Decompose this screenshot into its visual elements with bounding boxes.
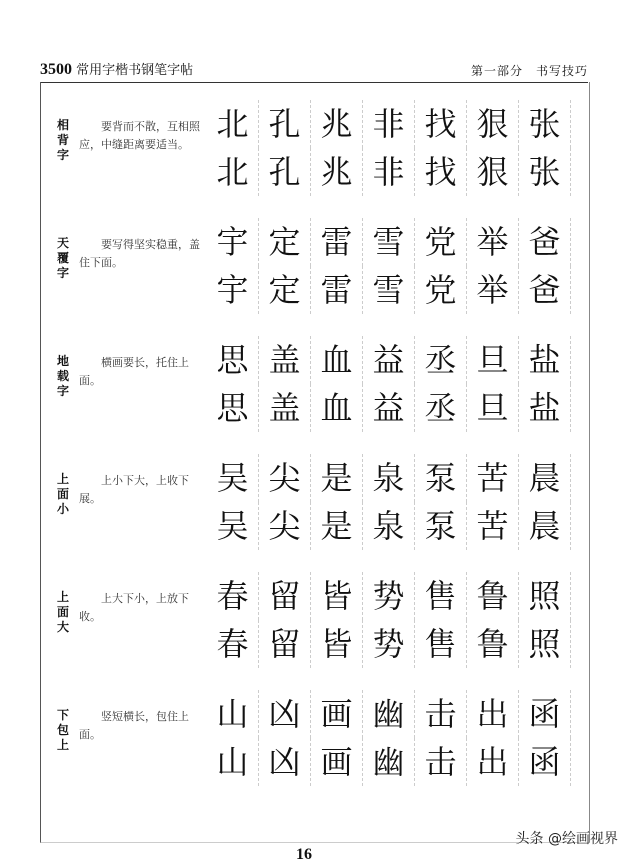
practice-character: 照	[519, 620, 571, 668]
practice-character: 是	[311, 502, 363, 550]
practice-character: 旦	[467, 384, 519, 432]
practice-character: 皆	[311, 572, 363, 620]
practice-character: 雪	[363, 266, 415, 314]
practice-character: 幽	[363, 690, 415, 738]
book-number: 3500	[40, 61, 72, 78]
practice-character: 击	[415, 690, 467, 738]
practice-character: 吴	[207, 454, 259, 502]
practice-character: 势	[363, 620, 415, 668]
practice-character: 盐	[519, 384, 571, 432]
practice-character: 函	[519, 738, 571, 786]
practice-character: 皆	[311, 620, 363, 668]
practice-character: 晨	[519, 454, 571, 502]
rule-label: 地载字	[57, 354, 70, 398]
practice-character: 画	[311, 738, 363, 786]
practice-character: 鲁	[467, 572, 519, 620]
practice-character: 泉	[363, 454, 415, 502]
stroke-rule-section	[41, 442, 589, 560]
practice-character: 北	[207, 148, 259, 196]
practice-frame	[40, 82, 590, 843]
practice-character: 售	[415, 620, 467, 668]
character-grid	[207, 572, 571, 668]
practice-character: 凶	[259, 690, 311, 738]
practice-character: 势	[363, 572, 415, 620]
practice-character: 是	[311, 454, 363, 502]
character-grid	[207, 454, 571, 550]
practice-character: 血	[311, 384, 363, 432]
practice-character: 雪	[363, 218, 415, 266]
practice-character: 孔	[259, 100, 311, 148]
practice-character: 思	[207, 336, 259, 384]
practice-character: 定	[259, 266, 311, 314]
practice-character: 雷	[311, 218, 363, 266]
page-number: 16	[296, 846, 312, 863]
practice-character: 狠	[467, 100, 519, 148]
stroke-rule-section	[41, 560, 589, 678]
character-grid	[207, 100, 571, 196]
practice-character: 狠	[467, 148, 519, 196]
practice-character: 兆	[311, 148, 363, 196]
practice-character: 益	[363, 336, 415, 384]
page-header	[40, 60, 588, 83]
rule-description: 竖短横长，包住上面。	[79, 710, 189, 741]
practice-character: 党	[415, 266, 467, 314]
practice-character: 盐	[519, 336, 571, 384]
practice-character: 思	[207, 384, 259, 432]
practice-character: 张	[519, 100, 571, 148]
rule-label: 上面大	[57, 590, 70, 634]
practice-character: 旦	[467, 336, 519, 384]
stroke-rule-section	[41, 88, 589, 206]
practice-character: 宇	[207, 218, 259, 266]
practice-character: 幽	[363, 738, 415, 786]
practice-character: 函	[519, 690, 571, 738]
practice-character: 凶	[259, 738, 311, 786]
practice-character: 血	[311, 336, 363, 384]
practice-character: 春	[207, 620, 259, 668]
practice-character: 留	[259, 620, 311, 668]
practice-character: 张	[519, 148, 571, 196]
practice-character: 山	[207, 738, 259, 786]
rule-label: 相背字	[57, 118, 70, 162]
practice-character: 盖	[259, 384, 311, 432]
character-grid	[207, 690, 571, 786]
practice-character: 泉	[363, 502, 415, 550]
character-grid	[207, 336, 571, 432]
stroke-rule-section	[41, 324, 589, 442]
practice-character: 春	[207, 572, 259, 620]
rule-description: 要写得坚实稳重，盖住下面。	[79, 238, 200, 269]
rule-description: 上大下小，上放下收。	[79, 592, 189, 623]
rule-description: 上小下大，上收下展。	[79, 474, 189, 505]
practice-character: 售	[415, 572, 467, 620]
practice-character: 丞	[415, 384, 467, 432]
practice-character: 盖	[259, 336, 311, 384]
book-title-text: 常用字楷书钢笔字帖	[76, 63, 194, 78]
practice-character: 爸	[519, 218, 571, 266]
practice-character: 尖	[259, 502, 311, 550]
practice-character: 找	[415, 100, 467, 148]
practice-character: 举	[467, 218, 519, 266]
practice-character: 晨	[519, 502, 571, 550]
practice-character: 苦	[467, 454, 519, 502]
rule-description: 横画要长，托住上面。	[79, 356, 189, 387]
practice-character: 苦	[467, 502, 519, 550]
rule-description: 要背而不散，互相照应，中缝距离要适当。	[79, 120, 200, 151]
practice-character: 举	[467, 266, 519, 314]
practice-character: 北	[207, 100, 259, 148]
book-title	[40, 59, 193, 79]
section-title: 第一部分 书写技巧	[470, 64, 588, 78]
practice-character: 吴	[207, 502, 259, 550]
watermark: 头条 @绘画视界	[515, 831, 618, 847]
practice-character: 出	[467, 738, 519, 786]
practice-character: 兆	[311, 100, 363, 148]
stroke-rule-section	[41, 206, 589, 324]
rule-label: 天覆字	[57, 236, 70, 280]
practice-character: 鲁	[467, 620, 519, 668]
practice-character: 爸	[519, 266, 571, 314]
practice-character: 丞	[415, 336, 467, 384]
practice-character: 山	[207, 690, 259, 738]
practice-character: 照	[519, 572, 571, 620]
practice-character: 定	[259, 218, 311, 266]
practice-character: 尖	[259, 454, 311, 502]
practice-character: 孔	[259, 148, 311, 196]
practice-character: 泵	[415, 502, 467, 550]
practice-character: 出	[467, 690, 519, 738]
practice-character: 找	[415, 148, 467, 196]
practice-character: 泵	[415, 454, 467, 502]
practice-character: 宇	[207, 266, 259, 314]
practice-character: 画	[311, 690, 363, 738]
rule-label: 下包上	[57, 708, 70, 752]
character-grid	[207, 218, 571, 314]
practice-character: 非	[363, 148, 415, 196]
practice-character: 雷	[311, 266, 363, 314]
practice-character: 击	[415, 738, 467, 786]
practice-character: 非	[363, 100, 415, 148]
practice-character: 留	[259, 572, 311, 620]
rule-label: 上面小	[57, 472, 70, 516]
stroke-rule-section	[41, 678, 589, 796]
practice-character: 党	[415, 218, 467, 266]
practice-character: 益	[363, 384, 415, 432]
